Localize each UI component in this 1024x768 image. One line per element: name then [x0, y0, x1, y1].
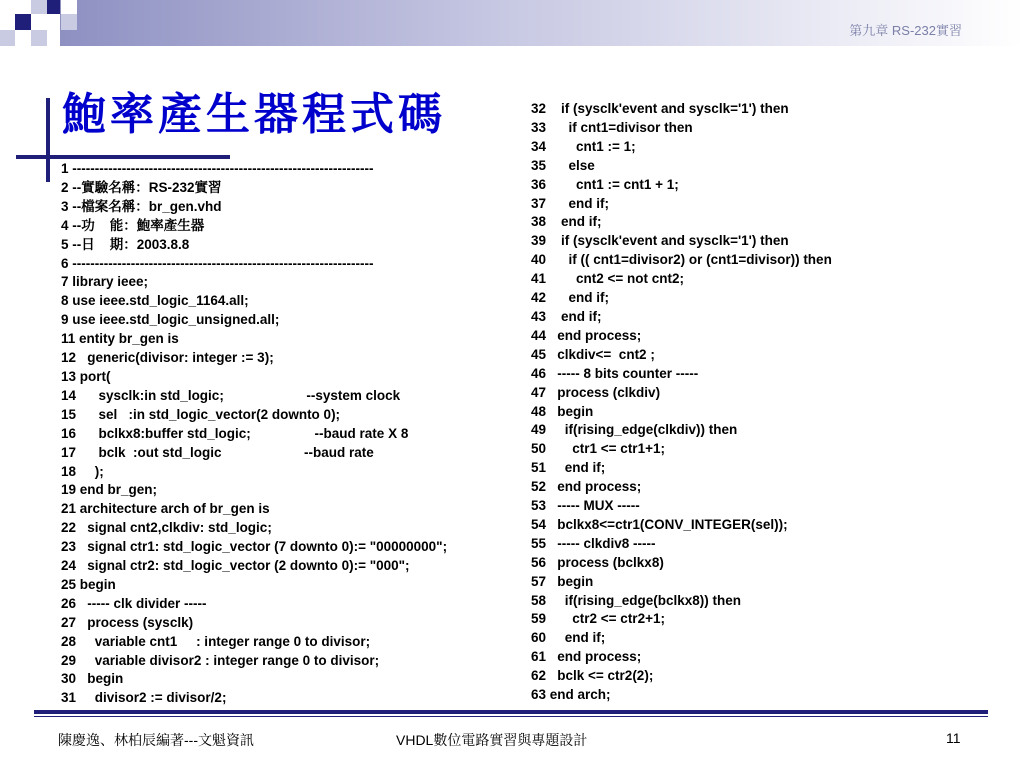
code-line: 39 if (sysclk'event and sysclk='1') then — [531, 233, 789, 249]
code-listing-left — [61, 160, 521, 708]
code-line: 59 ctr2 <= ctr2+1; — [531, 611, 665, 627]
code-line: 6 ------------------------------------------------------------------- — [61, 255, 374, 271]
deco-square — [15, 14, 31, 30]
code-line: 48 begin — [531, 403, 594, 419]
code-line: 55 ----- clkdiv8 ----- — [531, 535, 656, 551]
code-line: 40 if (( cnt1=divisor2) or (cnt1=divisor)) then — [531, 252, 832, 268]
code-line: 32 if (sysclk'event and sysclk='1') then — [531, 101, 789, 116]
code-line: 5 --日 期：2003.8.8 — [61, 236, 190, 252]
deco-square — [47, 0, 61, 14]
code-line: 31 divisor2 := divisor/2; — [61, 690, 227, 706]
code-line: 49 if(rising_edge(clkdiv)) then — [531, 422, 738, 438]
code-line: 23 signal ctr1: std_logic_vector (7 downto 0):= "00000000"; — [61, 539, 448, 555]
code-line: 11 entity br_gen is — [61, 331, 179, 347]
footer-book-title: VHDL數位電路實習與專題設計 — [396, 732, 588, 748]
code-line: 63 end arch; — [531, 687, 611, 703]
code-line: 44 end process; — [531, 327, 642, 343]
code-line: 43 end if; — [531, 308, 602, 324]
code-line: 54 bclkx8<=ctr1(CONV_INTEGER(sel)); — [531, 516, 788, 532]
chapter-note: 第九章 RS-232實習 — [849, 23, 962, 38]
deco-square — [61, 14, 77, 30]
code-line: 50 ctr1 <= ctr1+1; — [531, 441, 665, 457]
code-line: 36 cnt1 := cnt1 + 1; — [531, 176, 679, 192]
code-line: 22 signal cnt2,clkdiv: std_logic; — [61, 520, 272, 536]
code-line: 42 end if; — [531, 290, 610, 306]
code-line: 51 end if; — [531, 460, 606, 476]
code-line: 13 port( — [61, 368, 111, 384]
deco-square — [0, 30, 15, 46]
code-line: 7 library ieee; — [61, 274, 149, 290]
footer-rule — [34, 710, 988, 714]
title-accent-vertical-line — [46, 98, 50, 182]
code-line: 62 bclk <= ctr2(2); — [531, 668, 654, 684]
code-line: 47 process (clkdiv) — [531, 384, 661, 400]
deco-square — [31, 30, 47, 46]
code-line: 60 end if; — [531, 630, 606, 646]
code-line: 1 ------------------------------------------------------------------- — [61, 161, 374, 176]
footer-author: 陳慶逸、林柏辰編著---文魁資訊 — [58, 732, 254, 748]
code-line: 56 process (bclkx8) — [531, 554, 664, 570]
code-line: 52 end process; — [531, 479, 642, 495]
code-line: 4 --功 能：鮑率產生器 — [61, 217, 205, 233]
code-line: 12 generic(divisor: integer := 3); — [61, 350, 274, 366]
code-line: 58 if(rising_edge(bclkx8)) then — [531, 592, 742, 608]
code-line: 46 ----- 8 bits counter ----- — [531, 365, 699, 381]
slide-title: 鮑率產生器程式碼 — [62, 89, 446, 140]
code-line: 3 --檔案名稱：br_gen.vhd — [61, 198, 222, 214]
title-accent-horizontal-line — [16, 155, 230, 159]
code-line: 34 cnt1 := 1; — [531, 138, 636, 154]
deco-square — [31, 0, 47, 14]
deco-square — [61, 0, 77, 14]
code-line: 45 clkdiv<= cnt2 ; — [531, 346, 655, 362]
code-line: 28 variable cnt1 : integer range 0 to divisor; — [61, 633, 371, 649]
code-line: 35 else — [531, 157, 595, 173]
code-line: 21 architecture arch of br_gen is — [61, 501, 270, 517]
code-line: 26 ----- clk divider ----- — [61, 595, 207, 611]
code-line: 30 begin — [61, 671, 124, 687]
code-line: 37 end if; — [531, 195, 610, 211]
code-line: 8 use ieee.std_logic_1164.all; — [61, 293, 249, 309]
code-line: 17 bclk :out std_logic --baud rate — [61, 444, 374, 460]
code-line: 29 variable divisor2 : integer range 0 to divisor; — [61, 652, 380, 668]
code-line: 15 sel :in std_logic_vector(2 downto 0); — [61, 406, 341, 422]
code-listing-right — [531, 100, 1001, 705]
code-line: 14 sysclk:in std_logic; --system clock — [61, 387, 401, 403]
code-line: 53 ----- MUX ----- — [531, 498, 640, 514]
footer-rule-thin — [34, 716, 988, 717]
page-number: 11 — [946, 730, 961, 746]
code-line: 2 --實驗名稱：RS-232實習 — [61, 179, 222, 195]
code-line: 18 ); — [61, 463, 104, 479]
code-line: 25 begin — [61, 576, 116, 592]
code-line: 57 begin — [531, 573, 594, 589]
code-line: 19 end br_gen; — [61, 482, 158, 498]
code-line: 38 end if; — [531, 214, 602, 230]
code-line: 16 bclkx8:buffer std_logic; --baud rate X 8 — [61, 425, 409, 441]
code-line: 61 end process; — [531, 649, 642, 665]
code-line: 33 if cnt1=divisor then — [531, 119, 693, 135]
code-line: 41 cnt2 <= not cnt2; — [531, 271, 685, 287]
code-line: 27 process (sysclk) — [61, 614, 194, 630]
code-line: 24 signal ctr2: std_logic_vector (2 downto 0):= "000"; — [61, 558, 410, 574]
code-line: 9 use ieee.std_logic_unsigned.all; — [61, 312, 280, 328]
